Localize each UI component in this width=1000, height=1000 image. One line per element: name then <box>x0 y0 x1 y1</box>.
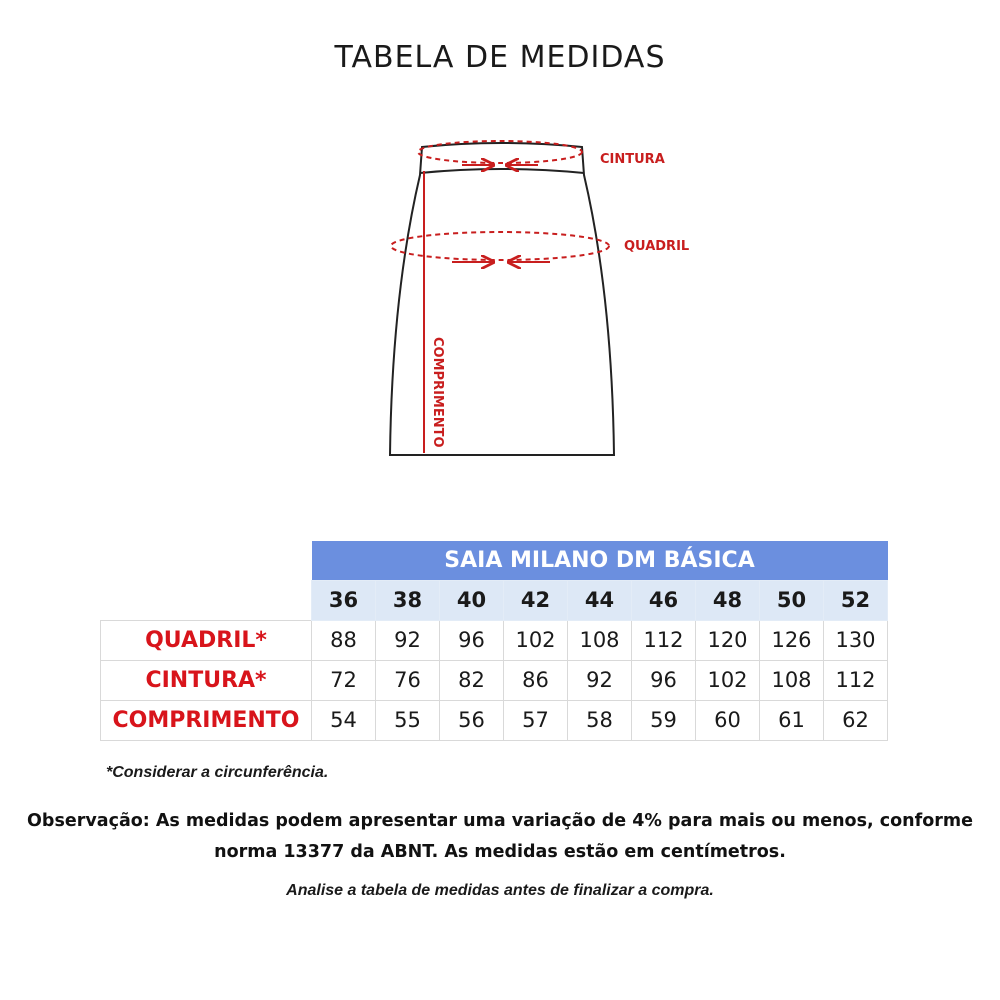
row-label-hip: QUADRIL* <box>101 620 312 660</box>
skirt-diagram <box>370 125 700 465</box>
value-cell: 112 <box>824 660 888 700</box>
value-cell: 120 <box>696 620 760 660</box>
value-cell: 92 <box>568 660 632 700</box>
observation <box>20 806 980 868</box>
table-row <box>101 700 888 740</box>
row-label-waist: CINTURA* <box>101 660 312 700</box>
value-cell: 108 <box>568 620 632 660</box>
size-table <box>100 541 888 741</box>
purchase-note: Analise a tabela de medidas antes de finalizar a compra. <box>286 882 714 899</box>
size-cell: 38 <box>376 580 440 620</box>
value-cell: 72 <box>312 660 376 700</box>
skirt-illustration <box>370 125 700 465</box>
size-cell: 36 <box>312 580 376 620</box>
size-cell: 42 <box>504 580 568 620</box>
value-cell: 102 <box>696 660 760 700</box>
waistband-line <box>420 169 584 173</box>
value-cell: 57 <box>504 700 568 740</box>
value-cell: 92 <box>376 620 440 660</box>
value-cell: 58 <box>568 700 632 740</box>
size-cell: 52 <box>824 580 888 620</box>
size-header-row <box>101 580 888 620</box>
size-cell: 48 <box>696 580 760 620</box>
hip-label: QUADRIL <box>624 239 690 254</box>
value-cell: 88 <box>312 620 376 660</box>
value-cell: 112 <box>632 620 696 660</box>
waist-label: CINTURA <box>600 152 665 167</box>
size-cell: 40 <box>440 580 504 620</box>
size-cell: 44 <box>568 580 632 620</box>
value-cell: 108 <box>760 660 824 700</box>
table-row <box>101 620 888 660</box>
value-cell: 61 <box>760 700 824 740</box>
row-label-length: COMPRIMENTO <box>101 700 312 740</box>
value-cell: 59 <box>632 700 696 740</box>
page-title: TABELA DE MEDIDAS <box>334 40 666 75</box>
value-cell: 130 <box>824 620 888 660</box>
observation-line-2: norma 13377 da ABNT. As medidas estão em centímetros. <box>214 842 786 862</box>
observation-line-1: Observação: As medidas podem apresentar uma variação de 4% para mais ou menos, conforme <box>27 811 973 831</box>
footnote: *Considerar a circunferência. <box>106 764 329 781</box>
value-cell: 82 <box>440 660 504 700</box>
value-cell: 60 <box>696 700 760 740</box>
length-label: COMPRIMENTO <box>430 337 445 448</box>
table-row <box>101 660 888 700</box>
value-cell: 62 <box>824 700 888 740</box>
product-name: SAIA MILANO DM BÁSICA <box>312 541 888 580</box>
value-cell: 102 <box>504 620 568 660</box>
value-cell: 96 <box>440 620 504 660</box>
value-cell: 76 <box>376 660 440 700</box>
size-cell: 46 <box>632 580 696 620</box>
value-cell: 96 <box>632 660 696 700</box>
value-cell: 55 <box>376 700 440 740</box>
value-cell: 56 <box>440 700 504 740</box>
value-cell: 126 <box>760 620 824 660</box>
size-cell: 50 <box>760 580 824 620</box>
value-cell: 54 <box>312 700 376 740</box>
value-cell: 86 <box>504 660 568 700</box>
